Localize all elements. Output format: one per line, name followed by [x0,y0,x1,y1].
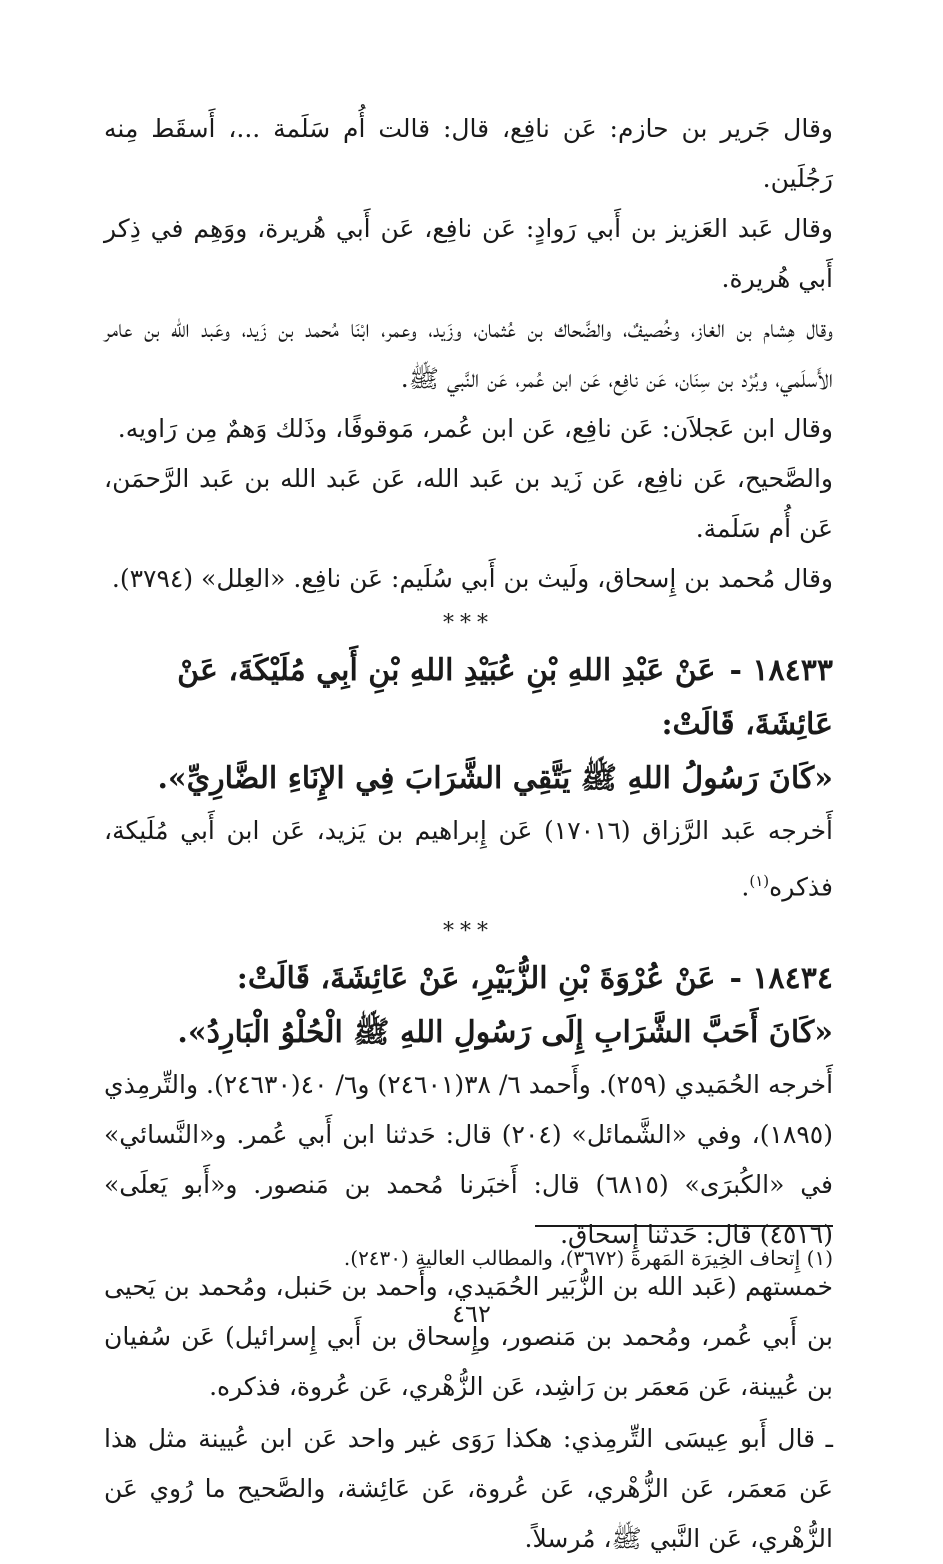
text-line: وقال ابن عَجلاَن: عَن نافِع، عَن ابن عُمر، مَوقوفًا، وذَلك وَهمٌ مِن رَاويه. [117,414,833,443]
text-line: وقال عَبد العَزيز بن أَبي رَوادٍ: عَن نافِع، عَن أَبي هُريرة، ووَهِم في ذِكر أَبي هُريرة. [104,214,833,293]
hadith-number: ١٨٤٣٣ - [729,653,833,688]
hadith-isnad: عَنْ عَبْدِ اللهِ بْنِ عُبَيْدِ اللهِ بْنِ أَبِي مُلَيْكَةَ، عَنْ عَائِشَةَ، قَالَتْ: [177,653,833,742]
page-number: ٤٦٢ [452,1300,491,1328]
hadith-heading [104,952,833,1006]
takhrij-end: . [741,872,750,902]
text-line: وقال جَرير بن حازم: عَن نافِع، قال: قالت أُم سَلَمة ...، أَسقَط مِنه رَجُلَين. [104,114,833,193]
text-line: وقال هِشام بن الغاز، وخُصيفٌ، والضَّحاك بن عُثمان، وزَيد، وعمر، ابْنَا مُحمد بن زَيد، وعَبد الله بن عامر الأَسلَمي، وبُرْد بن سِنَان، عَن نافِع، عَن ابن عُمر، عَن النَّبي ﷺ. [104,314,833,393]
section-separator: *** [443,611,494,636]
chain-paragraph: خمستهم (عَبد الله بن الزُّبَير الحُمَيدي، وأَحمد بن حَنبل، ومُحمد بن يَحيى بن أَبي عُمر، ومُحمد بن مَنصور، وإِسحاق بن أَبي إِسرائيل) عَن سُفيان بن عُيينة، عَن مَعمَر بن رَاشِد، عَن الزُّهْري، عَن عُروة، فذكره. [104,1272,833,1402]
takhrij-paragraph: أَخرجه الحُمَيدي (٢٥٩). وأَحمد ٦/ ٣٨(٢٤٦٠١) و٦/ ٤٠(٢٤٦٣٠). والتِّرمِذي (١٨٩٥)، وفي «الشَّمائل» (٢٠٤) قال: حَدثنا ابن أَبي عُمر. و«النَّسائي» في «الكُبرَى» (٦٨١٥) قال: أَخبَرنا مُحمد بن مَنصور. و«أَبو يَعلَى» (٤٥١٦) قال: حَدثنا إِسحاق. [104,1070,834,1250]
takhrij-text: أَخرجه عَبد الرَّزاق (١٧٠١٦) عَن إِبراهيم بن يَزيد، عَن ابن أَبي مُلَيكة، فذكره [104,816,833,902]
tirmidhi-comment: ـ قال أَبو عِيسَى التِّرمِذي: هكذا رَوَى غير واحد عَن ابن عُيينة مثل هذا عَن مَعمَر، عَن الزُّهْري، عَن عُروة، عَن عَائِشة، والصَّحيح ما رُوي عَن الزُّهْري، عَن النَّبي ﷺ، مُرسلاً. [104,1424,834,1554]
hadith-number: ١٨٤٣٤ - [729,961,833,997]
hadith-heading [104,644,833,752]
takhrij-paragraph [104,806,833,912]
text-line: والصَّحيح، عَن نافِع، عَن زَيد بن عَبد الله، عَن عَبد الله بن عَبد الرَّحمَن، عَن أُم سَلَمة. [104,464,833,543]
footnote-marker[interactable]: (١) [749,872,770,890]
hadith-text: «كَانَ أَحَبَّ الشَّرَابِ إِلَى رَسُولِ اللهِ ﷺ الْحُلْوُ الْبَارِدُ». [177,1015,833,1051]
text-line: وقال مُحمد بن إِسحاق، ولَيث بن أَبي سُلَيم: عَن نافِع. «العِلل» (٣٧٩٤). [111,564,833,593]
hadith-text: «كَانَ رَسُولُ اللهِ ﷺ يَتَّقِي الشَّرَابَ فِي الإِنَاءِ الضَّارِيِّ». [157,761,833,796]
footnote-divider [535,1225,833,1227]
footnote: (١) إِتحاف الخِيرَة المَهرة (٣٦٧٢)، والمطالب العالية (٢٤٣٠). [343,1246,833,1270]
hadith-isnad: عَنْ عُرْوَةَ بْنِ الزُّبَيْرِ، عَنْ عَائِشَةَ، قَالَتْ: [236,961,716,997]
section-separator: *** [443,919,494,945]
